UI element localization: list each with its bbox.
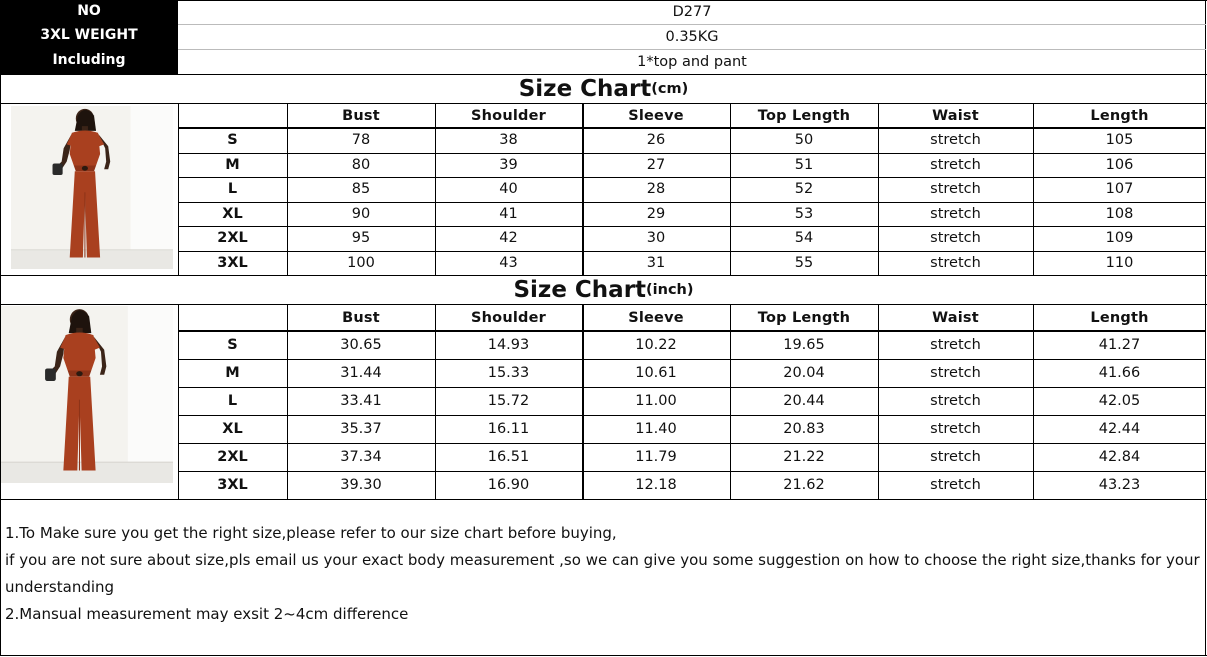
table-cell: 42.44 [1098, 421, 1141, 437]
table-cell: stretch [930, 449, 981, 465]
column-divider [582, 103, 584, 275]
size-label: L [227, 393, 238, 409]
table-cell: stretch [930, 132, 981, 149]
table-cell: 42 [499, 230, 518, 247]
table-cell: 33.41 [340, 393, 382, 409]
table-cell: stretch [930, 230, 981, 247]
inch_chart-title [0, 276, 1207, 304]
table-cell: 39 [499, 156, 518, 173]
column-header: Shoulder [471, 107, 546, 124]
table-cell: 11.40 [635, 421, 677, 437]
model-photo [11, 106, 173, 269]
size-label: 3XL [217, 254, 248, 271]
table-cell: 30.65 [340, 337, 382, 353]
product-divider [178, 24, 1206, 25]
size-label: S [227, 132, 238, 149]
row-divider [178, 359, 1206, 360]
table-cell: 110 [1105, 254, 1134, 271]
table-cell: stretch [930, 254, 981, 271]
table-cell: 41.27 [1098, 337, 1141, 353]
column-header: Sleeve [628, 107, 684, 124]
row-divider [178, 153, 1206, 154]
product-divider [178, 49, 1206, 50]
table-cell: 39.30 [340, 477, 382, 493]
table-cell: 42.05 [1098, 393, 1141, 409]
row-divider [178, 387, 1206, 388]
product-value: D277 [672, 4, 712, 20]
table-cell: stretch [930, 181, 981, 198]
table-cell: 20.04 [783, 365, 825, 381]
size-label: M [225, 156, 240, 173]
table-cell: 16.11 [487, 421, 530, 437]
table-cell: 55 [794, 254, 814, 271]
table-cell: 43.23 [1098, 477, 1141, 493]
table-cell: 52 [794, 181, 814, 198]
table-cell: 30 [646, 230, 666, 247]
size-label: L [227, 181, 238, 198]
table-cell: 43 [499, 254, 518, 271]
column-divider [287, 103, 288, 275]
cm_chart-title [0, 74, 1207, 103]
column-header: Length [1090, 309, 1149, 326]
table-cell: 12.18 [635, 477, 677, 493]
table-cell: 38 [499, 132, 518, 149]
table-cell: 31 [646, 254, 666, 271]
product-value: 0.35KG [665, 28, 719, 45]
table-cell: 19.65 [783, 337, 825, 353]
table-cell: 40 [499, 181, 518, 198]
frame-bottom [0, 655, 1207, 656]
column-header: Sleeve [628, 309, 684, 326]
row-divider [178, 443, 1206, 444]
size-label: M [225, 365, 240, 381]
column-divider [582, 304, 584, 499]
table-cell: stretch [930, 337, 981, 353]
model-photo [1, 306, 173, 483]
chart-unit: (cm) [651, 80, 689, 97]
table-cell: 27 [646, 156, 666, 173]
row-divider [178, 202, 1206, 203]
column-divider [1033, 304, 1034, 499]
column-header: Waist [932, 309, 979, 326]
table-cell: 20.83 [783, 421, 825, 437]
table-cell: 21.62 [783, 477, 825, 493]
table-cell: 80 [351, 156, 371, 173]
product-value: 1*top and pant [637, 53, 747, 70]
column-header: Waist [932, 107, 979, 124]
table-cell: 108 [1105, 205, 1134, 222]
table-cell: 11.79 [635, 449, 677, 465]
table-cell: 41.66 [1098, 365, 1141, 381]
table-cell: 37.34 [340, 449, 382, 465]
table-cell: stretch [930, 421, 981, 437]
table-cell: 41 [499, 205, 518, 222]
column-header: Bust [342, 309, 380, 326]
column-divider [435, 103, 436, 275]
column-divider [730, 304, 731, 499]
table-cell: stretch [930, 477, 981, 493]
table-cell: 14.93 [487, 337, 530, 353]
size-label: XL [222, 421, 243, 437]
table-cell: 85 [351, 181, 371, 198]
table-cell: 50 [794, 132, 814, 149]
column-header: Shoulder [471, 309, 546, 326]
table-cell: 51 [794, 156, 814, 173]
chart-title: Size Chart [513, 277, 647, 303]
column-header: Length [1090, 107, 1149, 124]
table-cell: 54 [794, 230, 814, 247]
column-divider [435, 304, 436, 499]
table-cell: 21.22 [783, 449, 825, 465]
size-label: 2XL [217, 449, 248, 465]
table-cell: 42.84 [1098, 449, 1141, 465]
column-divider [287, 304, 288, 499]
chart-title: Size Chart [518, 75, 652, 102]
table-cell: 20.44 [783, 393, 825, 409]
table-cell: 26 [646, 132, 666, 149]
column-divider [178, 103, 179, 275]
table-cell: stretch [930, 393, 981, 409]
table-cell: 11.00 [635, 393, 677, 409]
column-divider [878, 103, 879, 275]
size-label: XL [222, 205, 243, 222]
product-label: Including [52, 52, 126, 68]
size-label: 2XL [217, 230, 248, 247]
row-divider [178, 226, 1206, 227]
row-divider [178, 415, 1206, 416]
table-cell: 109 [1105, 230, 1134, 247]
chart-unit: (inch) [646, 282, 694, 298]
size-label: 3XL [217, 477, 248, 493]
table-bottom [0, 499, 1207, 500]
table-cell: 90 [351, 205, 371, 222]
product-label-box [0, 0, 178, 74]
table-cell: stretch [930, 205, 981, 222]
model-figure-icon [1, 306, 173, 483]
table-cell: 10.61 [635, 365, 677, 381]
column-divider [878, 304, 879, 499]
column-header: Top Length [757, 107, 851, 124]
product-label: NO [77, 3, 101, 19]
row-divider [178, 471, 1206, 472]
table-cell: 53 [794, 205, 814, 222]
note-line: if you are not sure about size,pls email us your exact body measurement ,so we can give you some suggestion on how to choose the right size,thanks for your [5, 551, 1200, 569]
column-divider [1033, 103, 1034, 275]
table-cell: 105 [1105, 132, 1134, 149]
table-cell: 15.33 [487, 365, 530, 381]
table-cell: 95 [351, 230, 371, 247]
note-line: 1.To Make sure you get the right size,please refer to our size chart before buying, [5, 524, 617, 542]
row-divider [178, 251, 1206, 252]
column-divider [178, 304, 179, 499]
column-divider [730, 103, 731, 275]
table-cell: 35.37 [340, 421, 382, 437]
row-divider [178, 177, 1206, 178]
model-figure-icon [11, 106, 173, 269]
size-label: S [227, 337, 238, 353]
table-cell: 29 [646, 205, 666, 222]
table-cell: 10.22 [635, 337, 677, 353]
note-line: 2.Mansual measurement may exsit 2~4cm difference [5, 605, 409, 623]
table-cell: 31.44 [340, 365, 382, 381]
table-cell: stretch [930, 156, 981, 173]
note-line: understanding [5, 578, 115, 596]
column-header: Top Length [757, 309, 851, 326]
table-cell: stretch [930, 365, 981, 381]
table-cell: 100 [347, 254, 375, 271]
table-cell: 107 [1105, 181, 1134, 198]
table-cell: 16.90 [487, 477, 530, 493]
table-cell: 106 [1105, 156, 1134, 173]
table-cell: 15.72 [487, 393, 530, 409]
table-cell: 28 [646, 181, 666, 198]
product-label: 3XL WEIGHT [40, 27, 138, 43]
column-header: Bust [342, 107, 380, 124]
table-cell: 16.51 [487, 449, 530, 465]
table-cell: 78 [351, 132, 371, 149]
